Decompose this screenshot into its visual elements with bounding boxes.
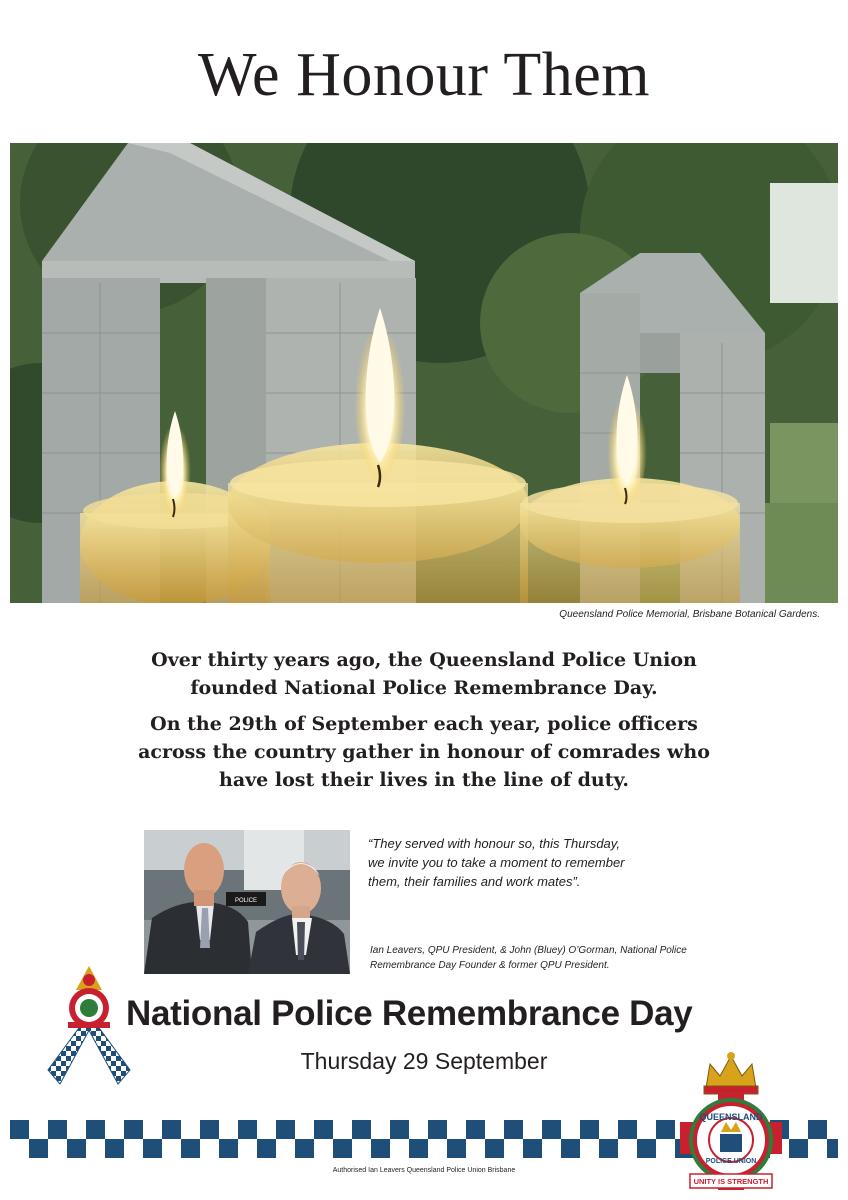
tradition-paragraph [0, 710, 848, 794]
page-title: We Honour Them [198, 41, 650, 109]
credit-line-1: Ian Leavers, QPU President, & John (Bluey) O’Gorman, National Police [370, 945, 687, 956]
crest-top-text: QUEENSLAND [699, 1112, 763, 1122]
event-date: Thursday 29 September [300, 1048, 548, 1074]
intro-paragraph [0, 646, 848, 702]
event-title: National Police Remembrance Day [126, 994, 693, 1033]
intro-line-2: founded National Police Remembrance Day. [190, 677, 658, 699]
portrait-sign-text: POLICE [234, 898, 258, 904]
credit-line-2: Remembrance Day Founder & former QPU President. [370, 960, 610, 971]
tradition-line-3: have lost their lives in the line of duty. [219, 769, 629, 791]
quote-credit [370, 943, 720, 973]
quote-text [368, 834, 698, 891]
quote-line-2: we invite you to take a moment to remember [368, 855, 625, 870]
tradition-line-2: across the country gather in honour of comrades who [138, 741, 710, 763]
photo-caption: Queensland Police Memorial, Brisbane Botanical Gardens. [559, 609, 820, 620]
intro-line-1: Over thirty years ago, the Queensland Police Union [151, 649, 697, 671]
quote-line-3: them, their families and work mates”. [368, 874, 581, 889]
crest-motto: UNITY IS STRENGTH [693, 1177, 769, 1186]
tradition-line-1: On the 29th of September each year, police officers [150, 713, 698, 735]
crest-middle-text: POLICE UNION [705, 1158, 757, 1165]
memorial-photo [10, 143, 838, 603]
quote-line-1: “They served with honour so, this Thursday, [368, 836, 620, 851]
authorisation-text: Authorised Ian Leavers Queensland Police Union Brisbane [332, 1167, 516, 1174]
portrait-photo [144, 830, 350, 974]
